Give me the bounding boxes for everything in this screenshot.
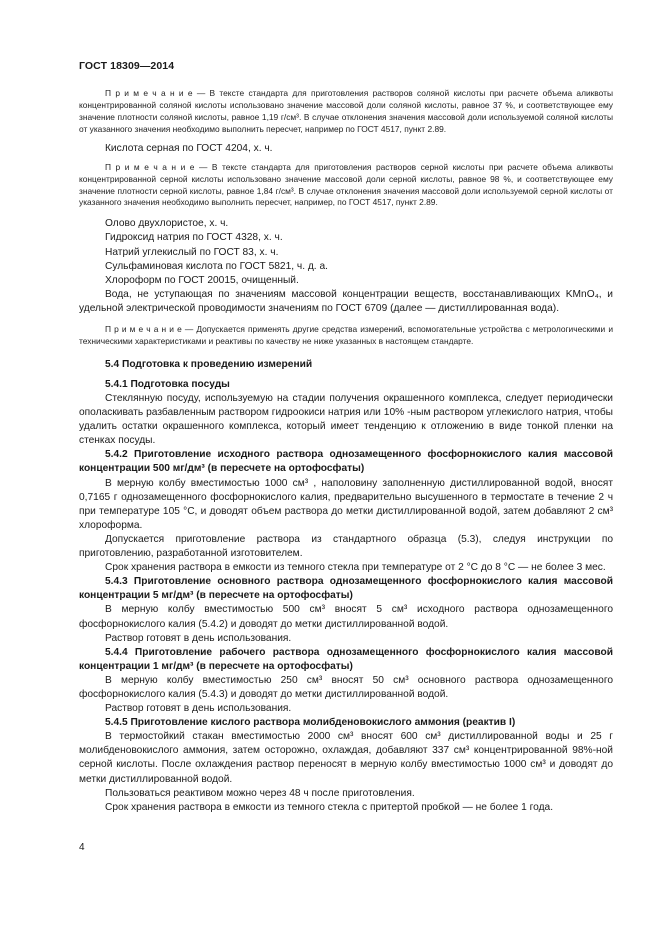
reagent-chloroform: Хлороформ по ГОСТ 20015, очищенный.	[105, 274, 299, 286]
section-5-4-4-text: В мерную колбу вместимостью 250 см³ вносят 50 см³ основного раствора однозамещенного фосфорнокислого калия (5.4.3) и доводят до метки дистиллированной водой.	[79, 674, 613, 700]
reagent-tin-chloride: Олово двухлористое, х. ч.	[105, 218, 229, 230]
section-5-4-4-usage: Раствор готовят в день использования.	[105, 703, 292, 715]
section-5-4-2-text: В мерную колбу вместимостью 1000 см³ , наполовину заполненную дистиллированной водой, вносят 0,7165 г однозамещенного фосфорнокислого калия, предварительно высушенного в термостате в течение 2 ч при температуре 105 °С, и доводят объем раствора до метки дистиллированной водой, затем добавляют 2 см³ хлороформа.	[79, 477, 613, 531]
section-5-4-5-heading: 5.4.5 Приготовление кислого раствора молибденовокислого аммония (реактив I)	[105, 717, 516, 729]
section-5-4-5-text: В термостойкий стакан вместимостью 2000 см³ вносят 600 см³ дистиллированной воды и 25 г молибденовокислого аммония, затем осторожно, охлаждая, добавляют 337 см³ концентрированной 98%-ной серной кислоты. После охлаждения раствор переносят в мерную колбу вместимостью 1000 см³ и доводят до метки дистиллированной водой.	[79, 731, 613, 785]
section-5-4-1-text: Стеклянную посуду, используемую на стадии получения окрашенного комплекса, следует периодически ополаскивать разбавленным раствором гидроокиси натрия или 10% -ным раствором углекислого натрия, чтобы удалить остатки окрашенного комплекса, который имеет тенденцию к отложению в виде тонкой пленки на стенках посуды.	[79, 393, 613, 447]
reagent-sulfuric-acid: Кислота серная по ГОСТ 4204, х. ч.	[105, 142, 273, 154]
section-5-4-5-usage: Пользоваться реактивом можно через 48 ч после приготовления.	[105, 787, 415, 799]
document-body	[79, 88, 613, 815]
reagent-sulfamic-acid: Сульфаминовая кислота по ГОСТ 5821, ч. д. а.	[105, 260, 328, 272]
section-5-4-2-heading: 5.4.2 Приготовление исходного раствора однозамещенного фосфорнокислого калия массовой концентрации 500 мг/дм³ (в пересчете на ортофосфаты)	[79, 449, 613, 475]
note-hydrochloric-acid: П р и м е ч а н и е — В тексте стандарта для приготовления растворов соляной кислоты при расчете объема аликвоты концентрированной соляной кислоты использовано значение массовой доли соляной кислоты, равное 37 %, и соответствующее ему значение плотности соляной кислоты, равное 1,19 г/см³. В случае отклонения значения массовой доли используемой соляной кислоты от указанного значения необходимо выполнить пересчет, например по ГОСТ 4517, пункт 2.89.	[79, 88, 613, 134]
section-5-4-1-heading: 5.4.1 Подготовка посуды	[105, 378, 230, 390]
section-5-4-heading: 5.4 Подготовка к проведению измерений	[105, 358, 313, 370]
document-header: ГОСТ 18309—2014	[79, 60, 175, 72]
section-5-4-3-text: В мерную колбу вместимостью 500 см³ вносят 5 см³ исходного раствора однозамещенного фосфорнокислого калия (5.4.2) и доводят до метки дистиллированной водой.	[79, 604, 613, 630]
note-alternatives: П р и м е ч а н и е — Допускается применять другие средства измерений, вспомогательные устройства с метрологическими и техническими характеристиками и реактивы по качеству не ниже указанных в настоящем стандарте.	[79, 324, 613, 346]
page-number: 4	[79, 842, 85, 853]
section-5-4-5-storage: Срок хранения раствора в емкости из темного стекла с притертой пробкой — не более 1 года.	[105, 801, 554, 813]
section-5-4-3-heading: 5.4.3 Приготовление основного раствора однозамещенного фосфорнокислого калия массовой концентрации 5 мг/дм³ (в пересчете на ортофосфаты)	[79, 576, 613, 602]
reagent-sodium-hydroxide: Гидроксид натрия по ГОСТ 4328, х. ч.	[105, 232, 283, 244]
reagent-sodium-carbonate: Натрий углекислый по ГОСТ 83, х. ч.	[105, 246, 279, 258]
section-5-4-4-heading: 5.4.4 Приготовление рабочего раствора однозамещенного фосфорнокислого калия массовой концентрации 1 мг/дм³ (в пересчете на ортофосфаты)	[79, 646, 613, 672]
section-5-4-2-standard-sample: Допускается приготовление раствора из стандартного образца (5.3), следуя инструкции по приготовлению, разработанной изготовителем.	[79, 533, 613, 560]
section-5-4-3-usage: Раствор готовят в день использования.	[105, 632, 292, 644]
section-5-4-2-storage: Срок хранения раствора в емкости из темного стекла при температуре от 2 °С до 8 °С — не более 3 мес.	[105, 562, 606, 574]
reagent-water: Вода, не уступающая по значениям массовой концентрации веществ, восстанавливающих KMnO₄, и удельной электрической проводимости значениям по ГОСТ 6709 (далее — дистиллированная вода).	[79, 288, 613, 314]
note-sulfuric-acid: П р и м е ч а н и е — В тексте стандарта для приготовления растворов серной кислоты при расчете объема аликвоты концентрированной серной кислоты использовано значение массовой доли серной кислоты, равное 98 %, и соответствующее ему значение плотности серной кислоты, равное 1,84 г/см³. В случае отклонения значения массовой доли используемой серной кислоты от указанного значения необходимо выполнить пересчет, например, по ГОСТ 4517, пункт 2.89.	[79, 161, 613, 208]
